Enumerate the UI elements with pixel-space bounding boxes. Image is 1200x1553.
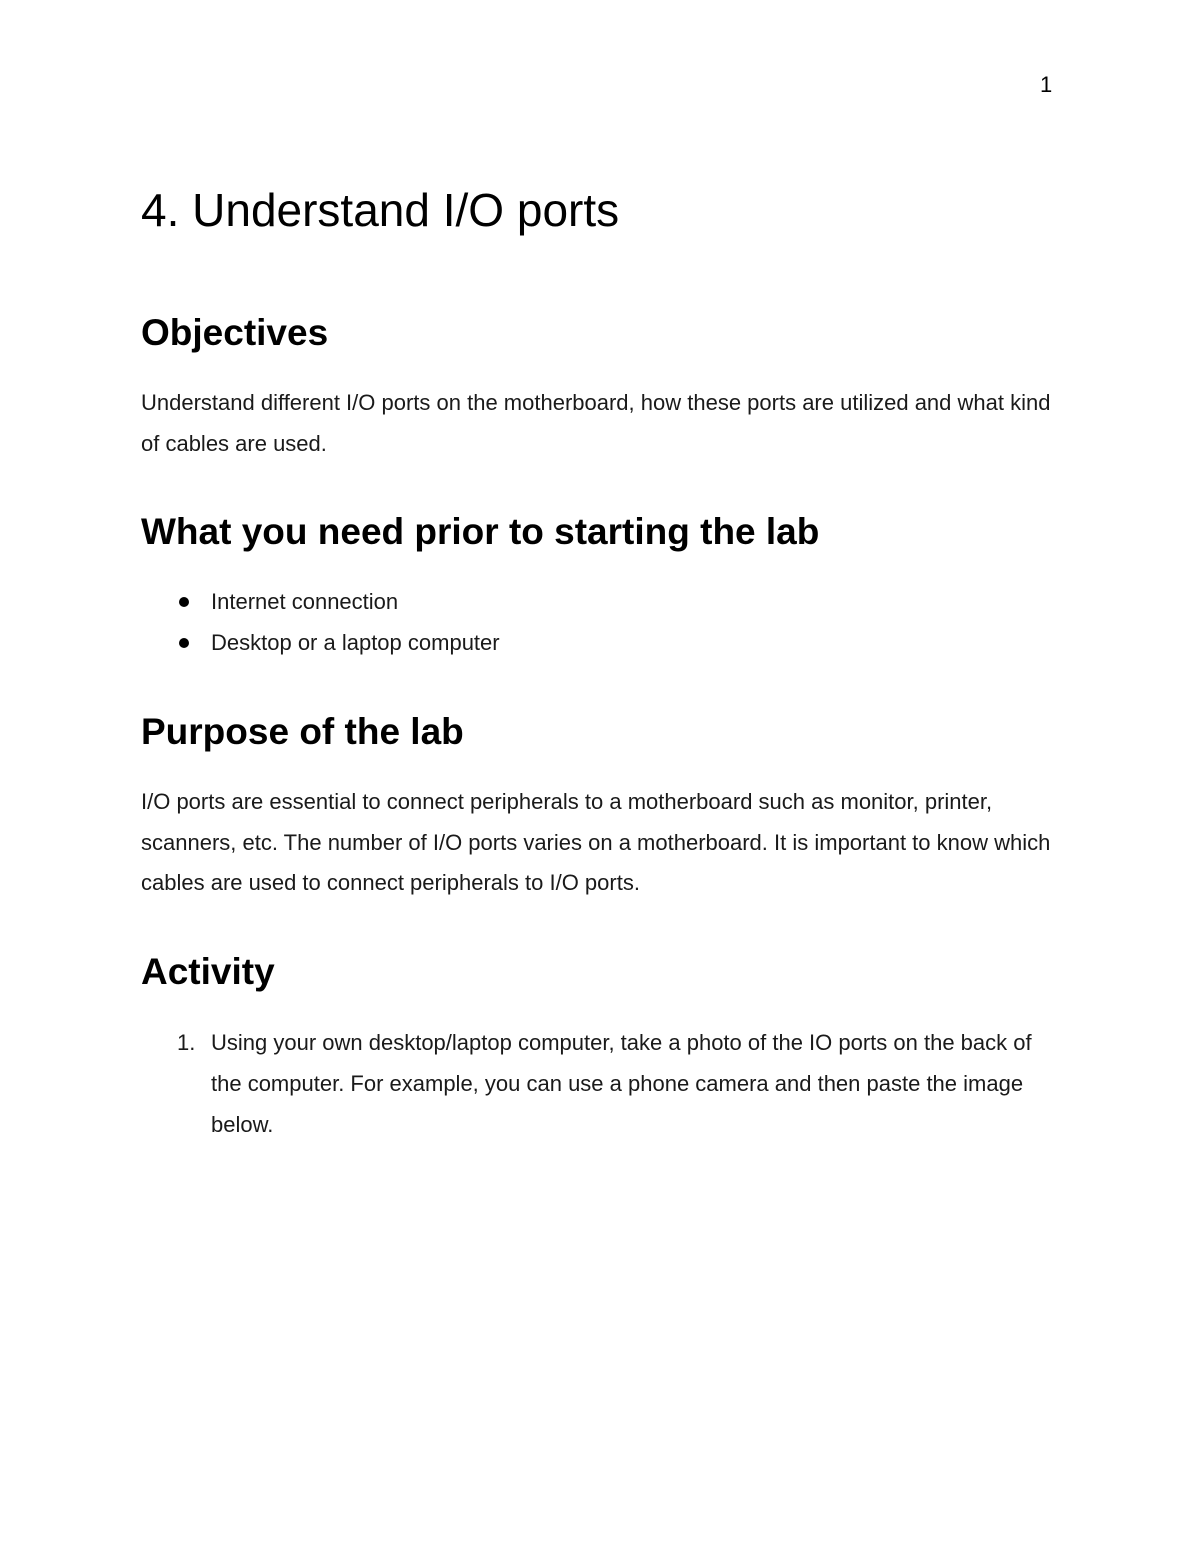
objectives-heading: Objectives: [141, 312, 329, 353]
list-item-label: Desktop or a laptop computer: [211, 630, 500, 655]
page-number: 1: [1040, 72, 1053, 97]
activity-heading: Activity: [141, 951, 275, 992]
prerequisites-heading: What you need prior to starting the lab: [141, 511, 820, 552]
prerequisites-list: [141, 581, 500, 663]
bullet-icon: [179, 597, 189, 607]
list-item-label: Internet connection: [211, 589, 399, 614]
list-item: [141, 581, 500, 622]
list-item: [141, 622, 500, 663]
step-text: Using your own desktop/laptop computer, take a photo of the IO ports on the back of the computer. For example, you can use a phone camera and then paste the image below.: [211, 1030, 1032, 1137]
list-item: [141, 1022, 1061, 1145]
purpose-heading: Purpose of the lab: [141, 711, 464, 752]
page-title: 4. Understand I/O ports: [141, 184, 620, 236]
step-number: 1.: [177, 1030, 196, 1055]
objectives-text: Understand different I/O ports on the motherboard, how these ports are utilized and what kind of cables are used.: [141, 390, 1051, 456]
activity-steps: [141, 1022, 1061, 1145]
purpose-text: I/O ports are essential to connect peripherals to a motherboard such as monitor, printer, scanners, etc. The number of I/O ports varies on a motherboard. It is important to know which cables are used to connect peripherals to I/O ports.: [141, 789, 1051, 895]
bullet-icon: [179, 638, 189, 648]
